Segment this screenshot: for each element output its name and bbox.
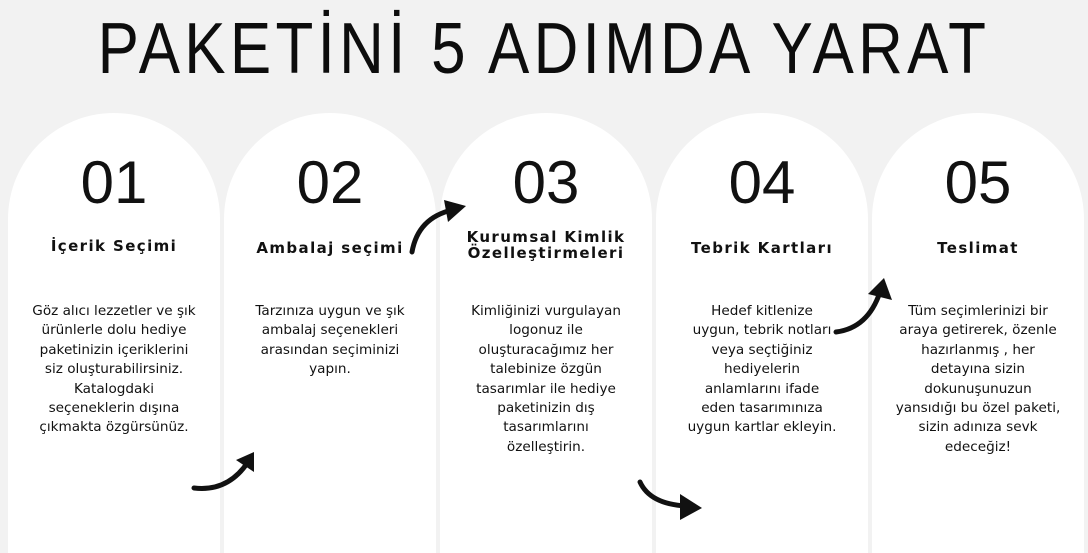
- step-number: 04: [728, 149, 796, 216]
- step-number: 02: [296, 149, 364, 216]
- step-description: Hedef kitlenize uygun, tebrik notları veya seçtiğiniz hediyelerin anlamlarını ifade eden tasarımınıza uygun kartlar ekleyin.: [687, 303, 837, 436]
- step-description: Kimliğinizi vurgulayan logonuz ile oluşturacağımız her talebinize özgün tasarımlar ile hediye paketinizin dış tasarımlarını özelleştirin.: [471, 303, 621, 455]
- curved-arrow-icon: [832, 276, 896, 338]
- step-heading: Kurumsal Kimlik Özelleştirmeleri: [466, 228, 626, 262]
- step-description: Tarzınıza uygun ve şık ambalaj seçenekleri arasından seçiminizi yapın.: [255, 303, 405, 378]
- step-heading: İçerik Seçimi: [50, 237, 178, 255]
- curved-arrow-icon: [634, 476, 706, 524]
- step-number: 01: [80, 149, 148, 216]
- step-heading: Teslimat: [937, 239, 1019, 257]
- step-card-3: [440, 113, 652, 553]
- step-card-1: [8, 113, 220, 553]
- step-card-5: [872, 113, 1084, 553]
- step-description: Göz alıcı lezzetler ve şık ürünlerle dolu hediye paketinizin içeriklerini siz oluşturabilirsiniz. Katalogdaki seçeneklerin dışına çıkmakta özgürsünüz.: [32, 303, 196, 436]
- page-title: PAKETİNİ 5 ADIMDA YARAT: [97, 9, 991, 89]
- step-description: Tüm seçimlerinizi bir araya getirerek, özenle hazırlanmış , her detayına sizin dokunuşunuzun yansıdığı bu özel paketi, sizin adınıza sevk edeceğiz!: [895, 303, 1061, 455]
- step-heading: Tebrik Kartları: [690, 239, 833, 257]
- step-number: 05: [944, 149, 1012, 216]
- step-number: 03: [512, 149, 580, 216]
- step-heading: Ambalaj seçimi: [256, 239, 404, 257]
- curved-arrow-icon: [190, 448, 266, 496]
- curved-arrow-icon: [406, 194, 472, 256]
